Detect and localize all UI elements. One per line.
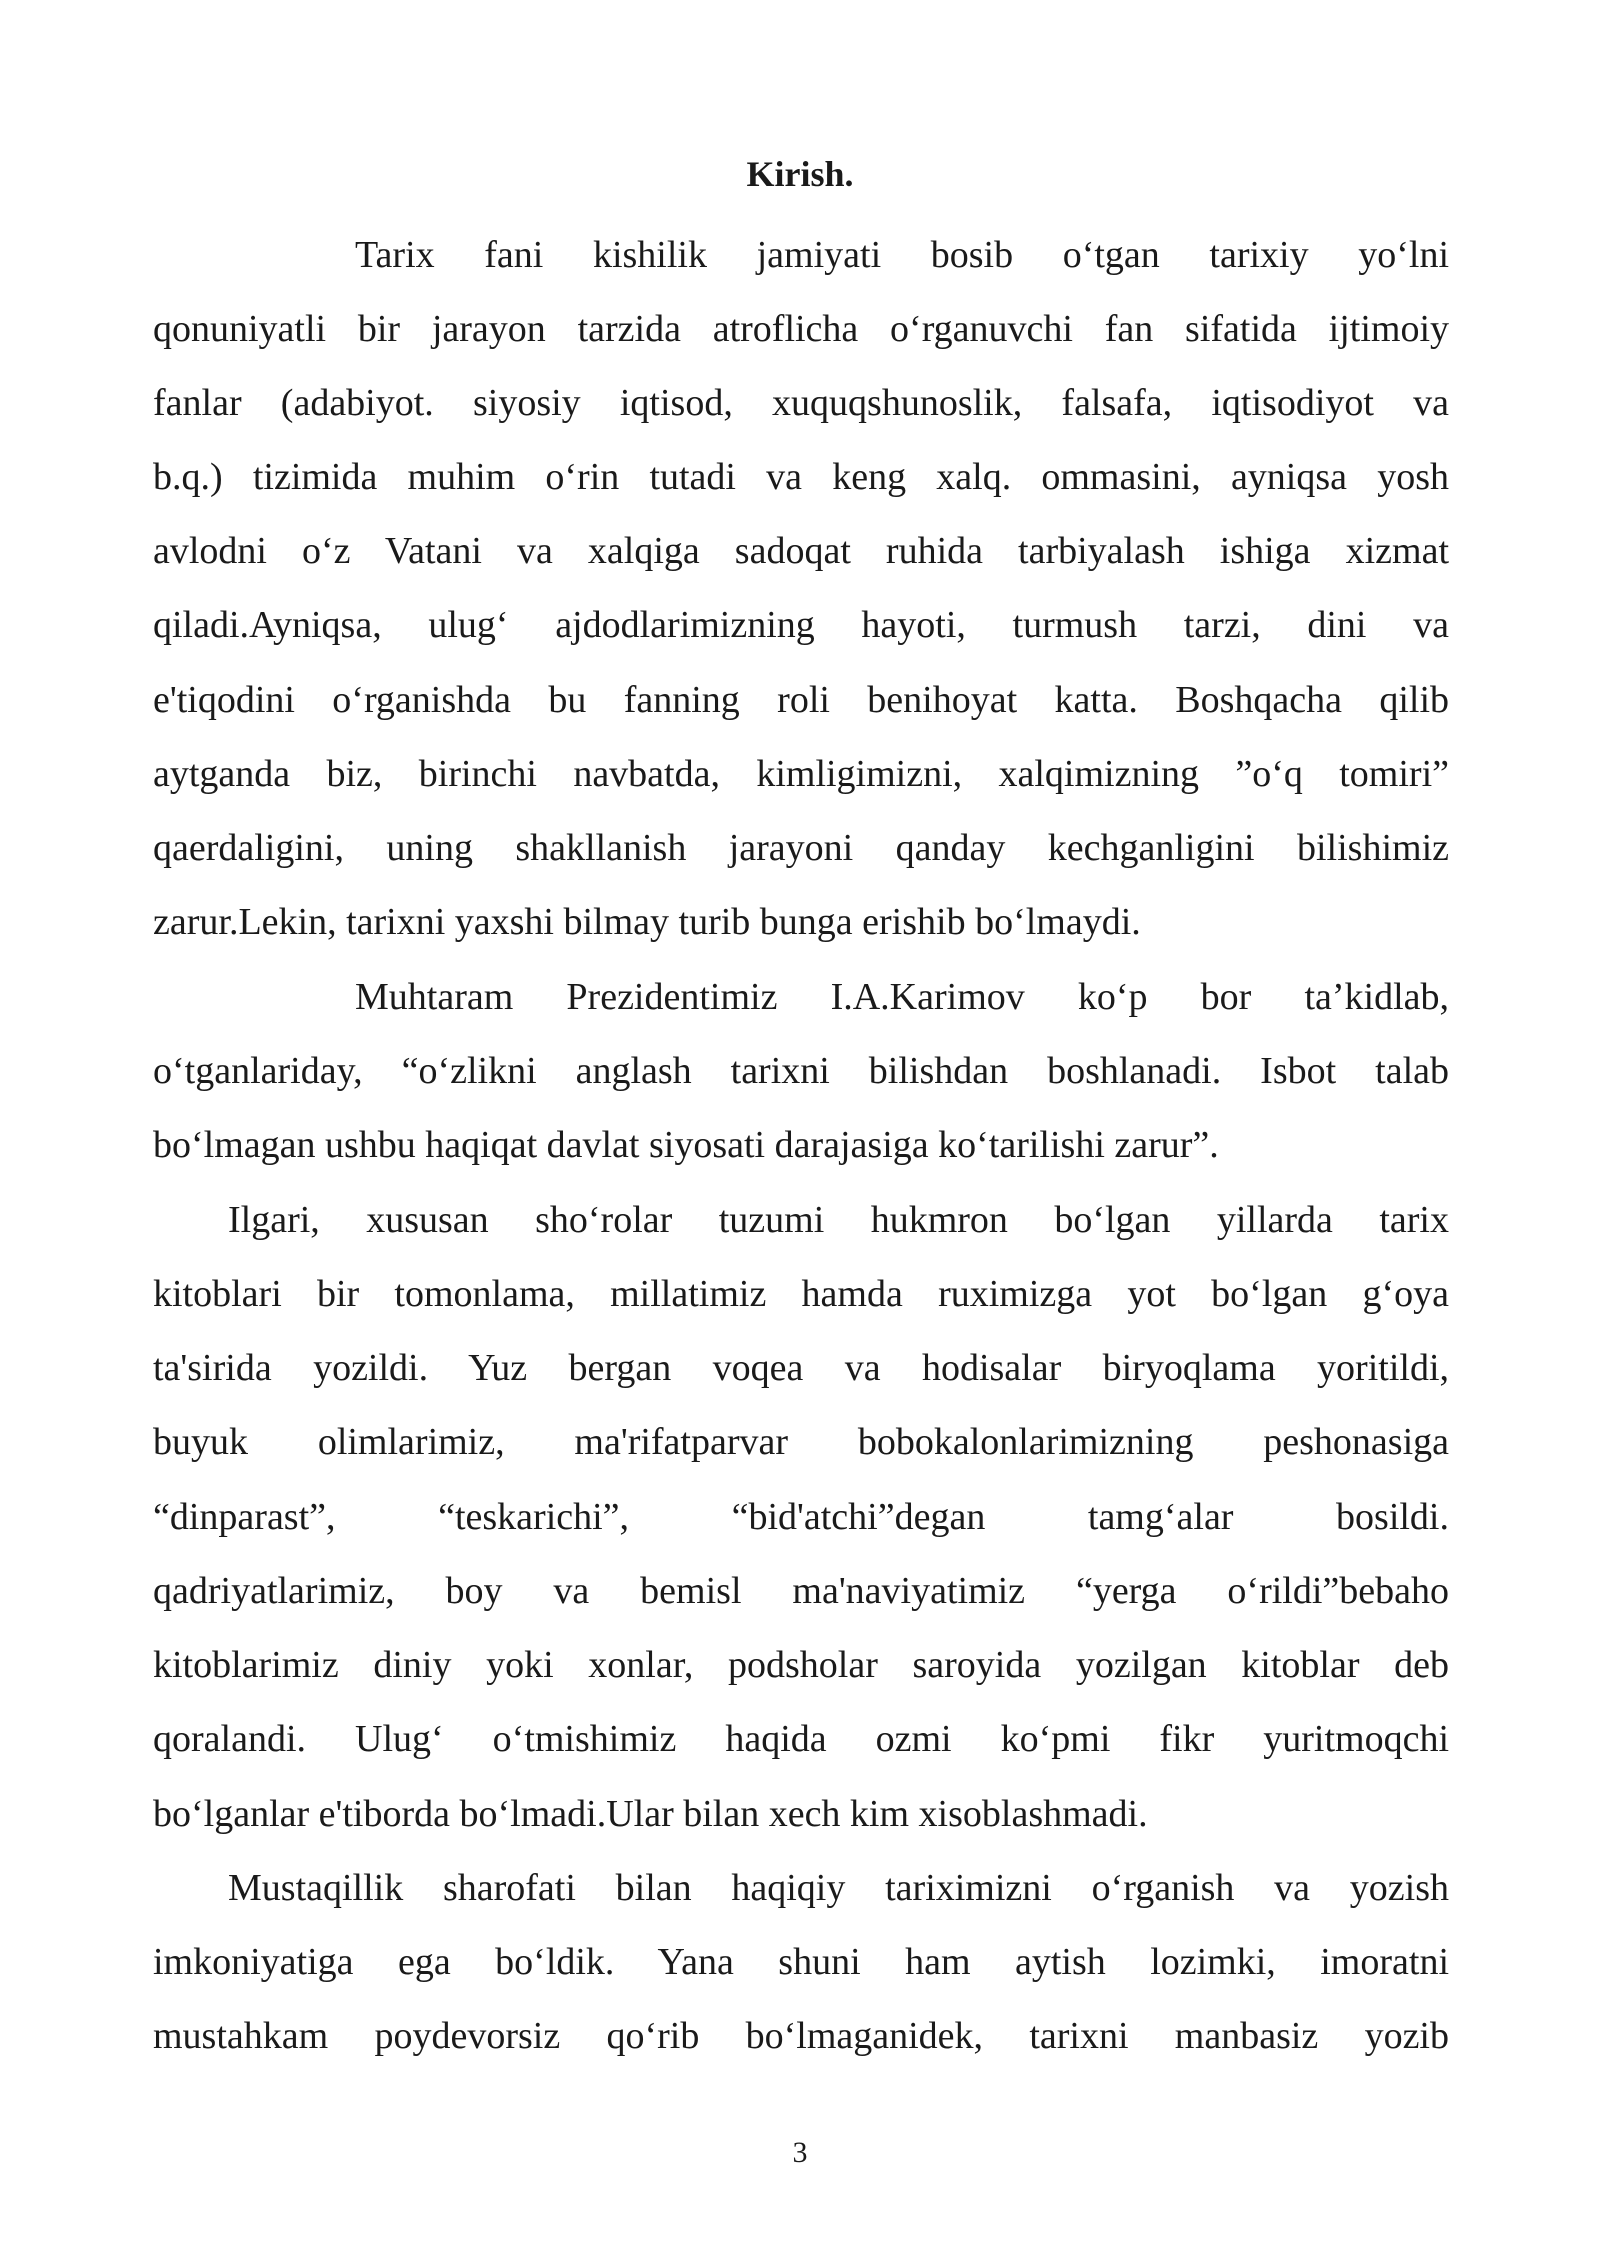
paragraph-1-line-4: b.q.) tizimida muhim o‘rin tutadi va keng xalq. ommasini, ayniqsa yosh <box>153 456 1449 498</box>
paragraph-3-line-4: buyuk olimlarimiz, ma'rifatparvar bobokalonlarimizning peshonasiga <box>153 1421 1449 1463</box>
paragraph-2-line-2: o‘tganlariday, “o‘zlikni anglash tarixni bilishdan boshlanadi. Isbot talab <box>153 1050 1449 1092</box>
paragraph-3-line-2: kitoblari bir tomonlama, millatimiz hamda ruximizga yot bo‘lgan g‘oya <box>153 1273 1449 1315</box>
paragraph-4-line-2: imkoniyatiga ega bo‘ldik. Yana shuni ham aytish lozimki, imoratni <box>153 1941 1449 1983</box>
paragraph-3-line-3: ta'sirida yozildi. Yuz bergan voqea va hodisalar biryoqlama yoritildi, <box>153 1347 1449 1389</box>
paragraph-2-line-1: Muhtaram Prezidentimiz I.A.Karimov ko‘p bor ta’kidlab, <box>355 976 1449 1018</box>
paragraph-3-line-1: Ilgari, xususan sho‘rolar tuzumi hukmron bo‘lgan yillarda tarix <box>228 1199 1449 1241</box>
paragraph-3-line-7: kitoblarimiz diniy yoki xonlar, podsholar saroyida yozilgan kitoblar deb <box>153 1644 1449 1686</box>
paragraph-4-line-3: mustahkam poydevorsiz qo‘rib bo‘lmaganidek, tarixni manbasiz yozib <box>153 2015 1449 2057</box>
paragraph-1-line-9: qaerdaligini, uning shakllanish jarayoni qanday kechganligini bilishimiz <box>153 827 1449 869</box>
paragraph-1-line-1: Tarix fani kishilik jamiyati bosib o‘tgan tarixiy yo‘lni <box>355 234 1449 276</box>
paragraph-1-line-8: aytganda biz, birinchi navbatda, kimligimizni, xalqimizning ”o‘q tomiri” <box>153 753 1449 795</box>
paragraph-1-line-10: zarur.Lekin, tarixni yaxshi bilmay turib bunga erishib bo‘lmaydi. <box>153 901 1141 943</box>
paragraph-1-line-2: qonuniyatli bir jarayon tarzida atroflicha o‘rganuvchi fan sifatida ijtimoiy <box>153 308 1449 350</box>
paragraph-1-line-5: avlodni o‘z Vatani va xalqiga sadoqat ruhida tarbiyalash ishiga xizmat <box>153 530 1449 572</box>
paragraph-3-line-9: bo‘lganlar e'tiborda bo‘lmadi.Ular bilan xech kim xisoblashmadi. <box>153 1793 1148 1835</box>
page-number: 3 <box>792 2136 808 2169</box>
paragraph-3-line-5: “dinparast”, “teskarichi”, “bid'atchi”degan tamg‘alar bosildi. <box>153 1496 1449 1538</box>
document-title: Kirish. <box>746 154 854 194</box>
paragraph-3-line-6: qadriyatlarimiz, boy va bemisl ma'naviyatimiz “yerga o‘rildi”bebaho <box>153 1570 1449 1612</box>
paragraph-1-line-3: fanlar (adabiyot. siyosiy iqtisod, xuquqshunoslik, falsafa, iqtisodiyot va <box>153 382 1449 424</box>
paragraph-1-line-6: qiladi.Ayniqsa, ulug‘ ajdodlarimizning hayoti, turmush tarzi, dini va <box>153 604 1449 646</box>
paragraph-3-line-8: qoralandi. Ulug‘ o‘tmishimiz haqida ozmi ko‘pmi fikr yuritmoqchi <box>153 1718 1449 1760</box>
paragraph-1-line-7: e'tiqodini o‘rganishda bu fanning roli benihoyat katta. Boshqacha qilib <box>153 679 1449 721</box>
paragraph-2-line-3: bo‘lmagan ushbu haqiqat davlat siyosati darajasiga ko‘tarilishi zarur”. <box>153 1124 1219 1166</box>
paragraph-4-line-1: Mustaqillik sharofati bilan haqiqiy tariximizni o‘rganish va yozish <box>228 1867 1449 1909</box>
